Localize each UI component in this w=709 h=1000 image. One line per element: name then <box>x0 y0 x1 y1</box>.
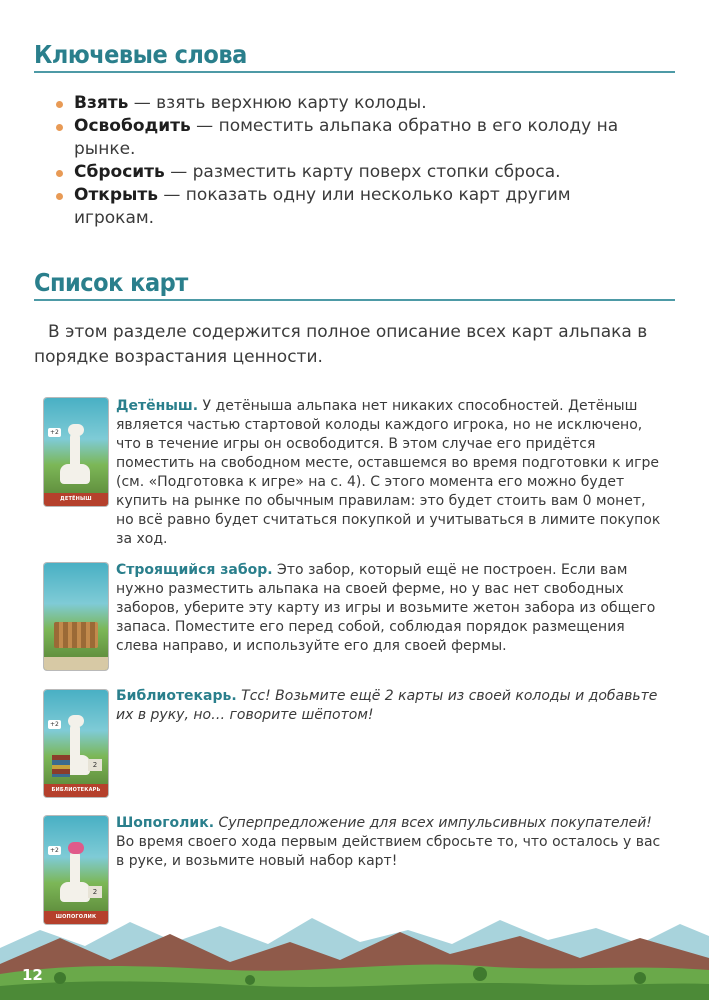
keywords-divider <box>34 71 675 73</box>
card-cost: 2 <box>88 759 102 771</box>
page-number: 12 <box>22 966 43 984</box>
fence-illustration <box>54 622 98 648</box>
keyword-term: Освободить <box>74 116 191 136</box>
card-image-fence <box>44 563 108 670</box>
card-cost: 2 <box>88 886 102 898</box>
card-description-shopaholic <box>116 814 661 871</box>
card-label: ШОПОГОЛИК <box>44 911 108 924</box>
keyword-item <box>56 115 656 161</box>
card-rule-text: У детёныша альпака нет никаких способностей. Детёныш является частью стартовой колоды каждого игрока, но не исключено, что в течение игры он освободится. В этом случае его придётся поместить на свободном месте, оставшемся во время подготовки к игре (см. «Подготовка к игре» на с. 4). С этого момента его можно будет купить на рынке по обычным правилам: это будет стоить вам 0 монет, но всё равно будет считаться покупкой и учитываться в лимите покупок за ход. <box>116 398 661 547</box>
card-image-librarian <box>44 690 108 797</box>
card-rule-text: Во время своего хода первым действием сбросьте то, что осталось у вас в руке, и возьмите новый набор карт! <box>116 834 661 869</box>
card-name: Библиотекарь. <box>116 688 237 704</box>
card-name: Строящийся забор. <box>116 562 273 578</box>
card-list-intro: В этом разделе содержится полное описание всех карт альпака в порядке возрастания ценности. <box>34 322 648 367</box>
card-name: Детёныш. <box>116 398 199 414</box>
landscape-illustration <box>0 908 709 1000</box>
keyword-term: Открыть <box>74 185 158 205</box>
keyword-item <box>56 92 656 115</box>
card-badge: +2 <box>50 429 59 436</box>
bullet-dot <box>56 193 63 200</box>
card-badge: +2 <box>50 721 59 728</box>
card-badge: +2 <box>50 847 59 854</box>
card-list-divider <box>34 299 675 301</box>
keyword-definition: — разместить карту поверх стопки сброса. <box>164 162 561 182</box>
keywords-list <box>56 92 656 230</box>
keyword-definition: — поместить альпака обратно в его колоду на рынке. <box>74 116 619 159</box>
card-flavor-text: Тсс! Возьмите ещё 2 карты из своей колоды и добавьте их в руку, но… говорите шёпотом! <box>116 688 658 723</box>
books-illustration <box>52 755 70 777</box>
bullet-dot <box>56 170 63 177</box>
keyword-definition: — взять верхнюю карту колоды. <box>128 93 427 113</box>
bullet-dot <box>56 101 63 108</box>
keyword-term: Взять <box>74 93 129 113</box>
card-name: Шопоголик. <box>116 815 215 831</box>
card-label: БИБЛИОТЕКАРЬ <box>44 784 108 797</box>
keyword-term: Сбросить <box>74 162 165 182</box>
bullet-dot <box>56 124 63 131</box>
keyword-item <box>56 161 656 184</box>
keyword-item <box>56 184 656 230</box>
card-description-librarian <box>116 687 661 725</box>
card-list-heading: Список карт <box>34 268 188 297</box>
card-description-baby <box>116 397 661 549</box>
keyword-definition: — показать одну или несколько карт другим игрокам. <box>74 185 571 228</box>
card-label: ДЕТЁНЫШ <box>44 493 108 506</box>
card-rule-text: Это забор, который ещё не построен. Если вам нужно разместить альпака на своей ферме, но у вас нет свободных заборов, уберите эту карту из игры и возьмите жетон забора из общего запаса. Поместите его перед собой, соблюдая порядок размещения слева направо, и используйте его для своей фермы. <box>116 562 656 654</box>
card-description-fence <box>116 561 661 656</box>
card-label <box>44 657 108 670</box>
card-image-baby <box>44 398 108 506</box>
keywords-heading: Ключевые слова <box>34 40 247 69</box>
card-flavor-text: Суперпредложение для всех импульсивных покупателей! <box>214 815 652 831</box>
